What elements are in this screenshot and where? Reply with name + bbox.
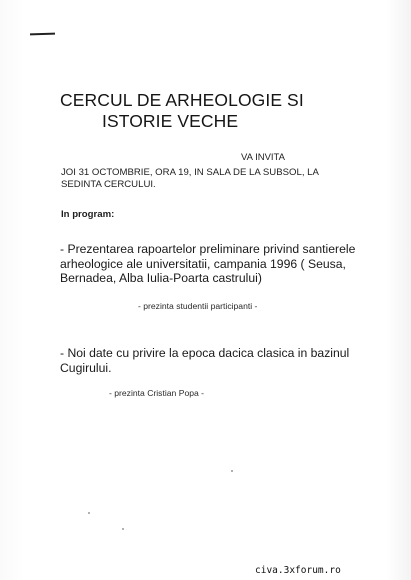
presenter-1: - prezinta studentii participanti - [138,301,258,311]
presenter-2: - prezinta Cristian Popa - [109,388,205,398]
program-item-2: - Noi date cu privire la epoca dacica clasica in bazinul Cugirului. [60,346,350,375]
document-title [60,90,304,132]
program-label: In program: [61,209,115,220]
scan-speck [88,512,90,514]
invite-text: VA INVITA [241,152,285,163]
scan-speck [231,470,233,472]
scan-speck [122,528,124,530]
program-item-1: - Prezentarea rapoartelor preliminare privind santierele arheologice ale universitatii, campania 1996 ( Seusa, Bernadea, Alba Iulia-Poarta castrului) [60,242,356,285]
title-line-2: ISTORIE VECHE [102,111,239,131]
title-line-1: CERCUL DE ARHEOLOGIE SI [60,90,304,110]
date-line: JOI 31 OCTOMBRIE, ORA 19, IN SALA DE LA SUBSOL, LA SEDINTA CERCULUI. [61,167,319,190]
scan-mark [30,33,55,36]
footer-url: civa.3xforum.ro [255,565,341,576]
